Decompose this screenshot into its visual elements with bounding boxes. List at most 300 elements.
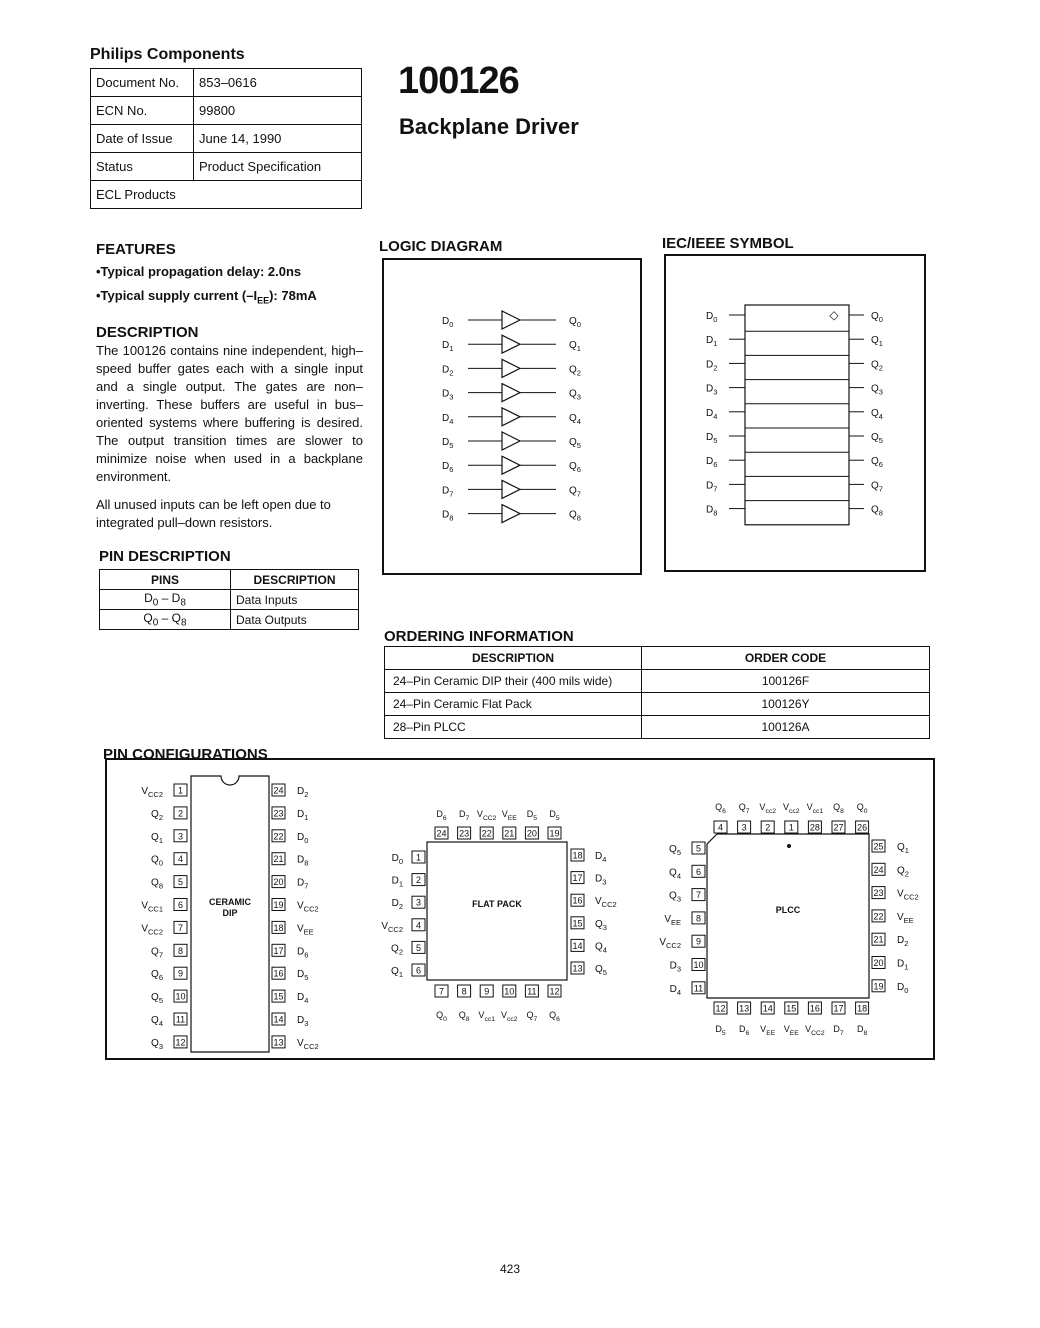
label-base: Q <box>569 388 577 400</box>
label-subscript: 2 <box>398 947 403 957</box>
label-subscript: CC2 <box>601 900 617 910</box>
table-header-row <box>385 647 930 670</box>
label-base: Q <box>151 946 159 958</box>
date-row <box>91 125 362 153</box>
plcc-signal <box>897 842 909 855</box>
plcc-signal <box>807 802 824 815</box>
label-subscript: 2 <box>158 812 163 822</box>
label-base: D <box>897 981 905 993</box>
label-subscript: CC2 <box>903 892 919 902</box>
label-subscript: CC2 <box>147 927 163 937</box>
flatpack-signal <box>381 921 403 934</box>
dip-label: CERAMIC <box>209 897 251 907</box>
pin-number: 19 <box>273 900 284 910</box>
pin-number: 5 <box>415 942 422 953</box>
pin-number: 11 <box>527 986 537 997</box>
label-base: Q <box>391 966 399 977</box>
label-subscript: 3 <box>602 922 607 932</box>
dip-signal <box>151 992 163 1005</box>
input-label <box>442 364 453 377</box>
label-subscript: 0 <box>904 985 909 995</box>
label-base: V <box>476 809 483 819</box>
label-base: V <box>783 802 790 812</box>
label-subscript: 2 <box>713 363 718 373</box>
output-label <box>871 311 883 324</box>
input-label <box>442 389 453 402</box>
label-base: Q <box>151 854 159 866</box>
flatpack-signal <box>595 941 607 954</box>
label-subscript: 0 <box>576 320 581 329</box>
pin-number: 17 <box>273 945 284 956</box>
flatpack-signal <box>391 943 403 956</box>
label-subscript: 2 <box>878 363 883 373</box>
label-subscript: CC2 <box>811 1030 825 1037</box>
label-subscript: 0 <box>158 858 163 868</box>
pin-number: 19 <box>549 828 560 839</box>
label-subscript: 5 <box>713 436 718 445</box>
product-line-row <box>91 181 362 209</box>
pin-number: 20 <box>873 958 884 968</box>
label-base: D <box>436 809 443 819</box>
status-row <box>91 153 362 181</box>
flatpack-signal <box>595 964 607 977</box>
label-subscript: 5 <box>158 996 163 1006</box>
plcc-signal <box>669 844 681 857</box>
label-subscript: 6 <box>722 808 726 815</box>
label-subscript: 6 <box>449 465 454 475</box>
label-base: D <box>738 1024 746 1034</box>
buffer-gate <box>502 384 520 402</box>
label-base: D <box>897 935 905 947</box>
pin-number: 16 <box>273 968 284 979</box>
plcc-signal <box>669 867 681 880</box>
label-subscript: 4 <box>158 1019 163 1028</box>
label-base: D <box>897 958 905 970</box>
doc-value: 853–0616 <box>194 69 362 97</box>
label-subscript: CC2 <box>665 941 681 951</box>
label-subscript: 7 <box>158 950 163 960</box>
label-base: Q <box>569 509 577 521</box>
label-base: D <box>442 412 450 424</box>
pin-number: 5 <box>177 877 184 888</box>
buffer-gate <box>502 359 520 377</box>
desc-cell: Data Inputs <box>231 590 359 610</box>
product-line: ECL Products <box>91 181 362 209</box>
label-subscript: 7 <box>304 881 309 891</box>
label-subscript: 5 <box>533 815 538 822</box>
column-header: DESCRIPTION <box>231 570 359 590</box>
label-base: D <box>706 432 714 443</box>
plcc-signal <box>760 1024 776 1037</box>
label-base: Q <box>897 865 905 877</box>
pin-number: 23 <box>873 888 884 899</box>
dip-signal <box>151 855 163 868</box>
dip-signal <box>297 878 308 891</box>
plcc-signal <box>833 1024 844 1037</box>
buffer-gate <box>502 456 520 474</box>
plcc-signal <box>783 802 800 815</box>
input-label <box>442 437 453 450</box>
label-subscript: 0 <box>449 320 454 329</box>
label-subscript: 2 <box>576 368 581 378</box>
label-base: Q <box>871 480 879 492</box>
label-subscript: 3 <box>676 964 681 974</box>
table-row <box>385 670 930 693</box>
label-subscript: 7 <box>839 1030 844 1037</box>
dip-signal <box>297 855 308 868</box>
input-label <box>706 311 717 324</box>
label-base: D <box>526 809 534 819</box>
input-label <box>442 510 453 523</box>
plcc-signal <box>715 1024 726 1037</box>
label-subscript: EE <box>303 927 314 937</box>
label-base: V <box>897 911 904 923</box>
symbol-body <box>745 305 849 525</box>
pin-number: 11 <box>175 1014 186 1025</box>
plcc-signal <box>739 1024 750 1037</box>
status-value: Product Specification <box>194 153 362 181</box>
label-base: D <box>297 786 305 797</box>
label-subscript: 1 <box>878 339 883 349</box>
plcc-signal <box>897 935 908 948</box>
output-label <box>569 461 581 474</box>
pin-number: 8 <box>695 913 702 924</box>
plcc-signal <box>659 937 681 950</box>
pin-number: 27 <box>833 822 844 833</box>
dip-signal <box>297 901 319 914</box>
table-row <box>385 693 930 716</box>
label-subscript: 5 <box>676 848 681 857</box>
label-subscript: 5 <box>576 441 581 450</box>
dip-signal <box>297 969 308 982</box>
doc-key: Document No. <box>91 69 194 97</box>
pin-number: 1 <box>177 785 184 796</box>
label-base: D <box>442 340 450 352</box>
table-row <box>385 716 930 739</box>
label-subscript: 8 <box>304 858 309 868</box>
pin-number: 10 <box>693 960 704 970</box>
plcc-signal <box>670 984 681 997</box>
label-subscript: 3 <box>576 392 581 402</box>
features-list <box>96 260 366 313</box>
pin-number: 23 <box>459 828 470 839</box>
label-subscript: EE <box>766 1030 776 1037</box>
label-subscript: cc1 <box>812 808 824 815</box>
input-label <box>706 456 717 469</box>
label-base: V <box>501 1010 508 1020</box>
pin-number: 13 <box>273 1037 284 1048</box>
dip-signal <box>297 786 308 799</box>
page-number: 423 <box>500 1262 521 1276</box>
label-subscript: 8 <box>449 513 454 523</box>
input-label <box>442 485 453 498</box>
label-base: D <box>297 969 305 981</box>
dip-signal <box>151 1015 163 1028</box>
label-subscript: 7 <box>465 815 470 822</box>
plcc-signal <box>897 865 909 878</box>
pin-number: 12 <box>549 986 560 997</box>
label-subscript: 8 <box>158 881 163 891</box>
pin-number: 3 <box>415 897 422 908</box>
iec-symbol-box <box>664 254 926 572</box>
pin-number: 21 <box>504 828 515 839</box>
input-label <box>706 408 717 421</box>
flatpack-signal <box>527 809 538 822</box>
label-subscript: 4 <box>576 416 581 426</box>
pin-number: 10 <box>504 986 515 997</box>
label-subscript: 5 <box>721 1030 726 1037</box>
label-subscript: 7 <box>533 1016 538 1023</box>
label-subscript: 5 <box>449 441 454 450</box>
output-label <box>871 432 883 445</box>
label-base: D <box>833 1024 840 1034</box>
output-label <box>569 316 581 329</box>
buffer-gate <box>502 335 520 353</box>
label-subscript: 3 <box>449 392 454 402</box>
ecn-row <box>91 97 362 125</box>
label-base: D <box>669 983 677 995</box>
label-base: Q <box>871 407 879 419</box>
label-subscript: 0 <box>713 315 718 324</box>
label-base: Q <box>569 412 577 424</box>
label-subscript: EE <box>903 915 914 925</box>
label-subscript: EE <box>670 917 681 927</box>
plcc-signal <box>897 889 919 902</box>
dip-signal <box>141 923 163 936</box>
flatpack-signal <box>595 919 607 932</box>
label-base: D <box>297 946 305 958</box>
pin-configurations-box <box>105 758 935 1060</box>
pin-number: 20 <box>273 877 284 888</box>
pin-number: 25 <box>873 841 884 852</box>
label-base: D <box>706 383 714 395</box>
buffer-gate <box>502 311 520 329</box>
label-subscript: 4 <box>304 996 309 1006</box>
pin-number: 12 <box>715 1003 726 1014</box>
label-subscript: 7 <box>576 489 581 499</box>
input-label <box>706 432 717 445</box>
label-base: Q <box>595 964 603 975</box>
input-label <box>442 340 453 353</box>
label-base: V <box>805 1024 812 1034</box>
label-subscript: 7 <box>449 489 454 499</box>
flatpack-signal <box>549 1010 560 1023</box>
input-label <box>706 384 717 397</box>
label-base: D <box>715 1024 722 1034</box>
pin-number: 9 <box>177 968 184 979</box>
label-base: Q <box>151 992 159 1004</box>
label-base: Q <box>715 802 723 812</box>
desc-cell: Data Outputs <box>231 610 359 630</box>
plcc-signal <box>897 982 908 995</box>
label-subscript: 3 <box>158 1041 163 1051</box>
pin-number: 4 <box>415 920 422 931</box>
flatpack-signal <box>477 809 497 822</box>
flatpack-signal <box>595 851 606 864</box>
label-base: Q <box>669 890 677 902</box>
label-subscript: 7 <box>713 484 718 494</box>
pin-number: 28 <box>809 822 820 833</box>
output-label <box>569 485 581 498</box>
flatpack-signal <box>459 809 470 822</box>
pin-number: 7 <box>177 922 184 933</box>
dip-signal <box>151 946 163 959</box>
pin-number: 9 <box>484 986 490 997</box>
input-label <box>442 461 453 474</box>
pin-number: 23 <box>273 808 284 819</box>
input-label <box>706 335 717 348</box>
label-base: Q <box>151 877 159 889</box>
dip-signal <box>141 901 163 914</box>
table-row <box>100 610 359 630</box>
label-base: D <box>442 388 450 400</box>
label-subscript: 5 <box>878 436 883 445</box>
label-subscript: 3 <box>304 1019 309 1028</box>
logic-diagram-box <box>382 258 642 575</box>
label-base: D <box>549 809 556 819</box>
buffer-gate <box>502 505 520 523</box>
pin-number: 14 <box>762 1003 773 1014</box>
order-code: 100126F <box>642 670 930 693</box>
label-base: V <box>664 913 671 925</box>
iec-symbol-heading: IEC/IEEE SYMBOL <box>662 235 794 252</box>
label-subscript: 2 <box>904 939 909 949</box>
label-subscript: 1 <box>398 879 403 889</box>
pin-number: 1 <box>415 852 422 863</box>
label-base: D <box>706 311 714 322</box>
label-base: V <box>381 920 388 932</box>
pins-cell: $D_0 - D_8$ <box>100 590 231 610</box>
plcc-label: PLCC <box>775 905 801 915</box>
label-base: D <box>442 316 450 327</box>
pin-number: 22 <box>481 828 492 839</box>
dip-signal <box>151 878 163 891</box>
label-subscript: 6 <box>442 815 447 822</box>
ordering-table <box>384 646 930 739</box>
label-base: D <box>442 461 450 473</box>
date-key: Date of Issue <box>91 125 194 153</box>
table-header-row <box>100 570 359 590</box>
label-subscript: 3 <box>713 387 718 397</box>
table-row <box>100 590 359 610</box>
label-base: D <box>706 504 714 516</box>
feature-text: •Typical supply current (–I <box>96 288 258 303</box>
pin-number: 6 <box>177 900 184 910</box>
output-label <box>871 505 883 518</box>
label-subscript: cc2 <box>789 808 800 815</box>
iec-symbol <box>666 256 924 570</box>
feature-text-tail: ): 78mA <box>269 288 317 303</box>
label-subscript: 8 <box>840 808 844 815</box>
label-base: D <box>297 877 305 889</box>
label-base: V <box>595 896 602 908</box>
label-base: D <box>458 809 466 819</box>
label-subscript: 7 <box>878 484 883 494</box>
pin-number: 6 <box>415 965 422 976</box>
label-subscript: CC2 <box>387 924 403 934</box>
pin-number: 16 <box>809 1003 820 1014</box>
pin-number: 2 <box>415 875 422 886</box>
output-label <box>871 384 883 397</box>
pin-number: 13 <box>572 963 583 974</box>
label-base: V <box>760 1024 767 1034</box>
pin-number: 20 <box>526 828 537 839</box>
pin-number: 7 <box>438 986 445 997</box>
label-subscript: 5 <box>555 815 560 822</box>
flatpack-signal <box>392 898 403 911</box>
label-base: D <box>442 364 450 376</box>
document-info-table <box>90 68 362 209</box>
pin-number: 7 <box>695 890 702 901</box>
plcc-signal <box>715 802 726 815</box>
output-label <box>871 408 883 421</box>
label-base: Q <box>391 943 399 955</box>
pin-configurations-heading: PIN CONFIGURATIONS <box>103 746 268 763</box>
dip-signal <box>297 946 308 959</box>
label-base: V <box>141 786 148 797</box>
feature-item: •Typical propagation delay: 2.0ns <box>96 264 302 279</box>
flatpack-signal <box>392 876 403 889</box>
pins-cell: $Q_0 - Q_8$ <box>100 610 231 630</box>
order-desc: 28–Pin PLCC <box>385 716 642 739</box>
output-label <box>871 335 883 348</box>
pin-number: 21 <box>273 854 284 865</box>
label-subscript: 1 <box>398 970 403 979</box>
label-base: D <box>442 437 450 448</box>
flatpack-signal <box>391 966 403 979</box>
label-subscript: CC2 <box>147 790 163 799</box>
label-base: Q <box>569 364 577 376</box>
feature-sub: EE <box>257 295 270 306</box>
pin-number: 2 <box>765 822 771 833</box>
label-base: D <box>391 875 399 887</box>
label-subscript: 2 <box>304 790 309 799</box>
label-base: Q <box>669 867 677 879</box>
flatpack-signal <box>595 896 617 909</box>
label-subscript: 8 <box>878 508 883 518</box>
flatpack-signal <box>549 809 560 822</box>
label-base: Q <box>151 831 159 843</box>
label-base: Q <box>871 383 879 395</box>
pin-number: 8 <box>177 945 184 956</box>
output-label <box>569 340 581 353</box>
label-base: D <box>442 509 450 521</box>
label-subscript: 4 <box>676 871 681 881</box>
label-subscript: 0 <box>863 808 868 815</box>
pin-number: 21 <box>873 934 884 945</box>
dip-signal <box>297 1015 308 1028</box>
label-subscript: 0 <box>443 1016 447 1023</box>
label-subscript: 4 <box>602 945 607 955</box>
pin-number: 24 <box>273 785 284 796</box>
label-base: Q <box>871 335 879 347</box>
label-subscript: EE <box>789 1030 799 1037</box>
label-base: Q <box>871 456 879 468</box>
dip-signal <box>151 832 163 845</box>
label-subscript: 4 <box>602 855 607 864</box>
logic-diagram <box>384 260 640 573</box>
output-label <box>569 389 581 402</box>
dip-label: DIP <box>222 908 238 918</box>
pin-number: 1 <box>788 822 794 833</box>
plcc-signal <box>833 802 844 815</box>
description-heading: DESCRIPTION <box>96 324 199 341</box>
label-base: Q <box>871 432 879 443</box>
flatpack-body <box>427 842 567 980</box>
label-subscript: 4 <box>449 416 454 426</box>
label-base: D <box>706 407 714 419</box>
pin-description-heading: PIN DESCRIPTION <box>99 548 231 565</box>
